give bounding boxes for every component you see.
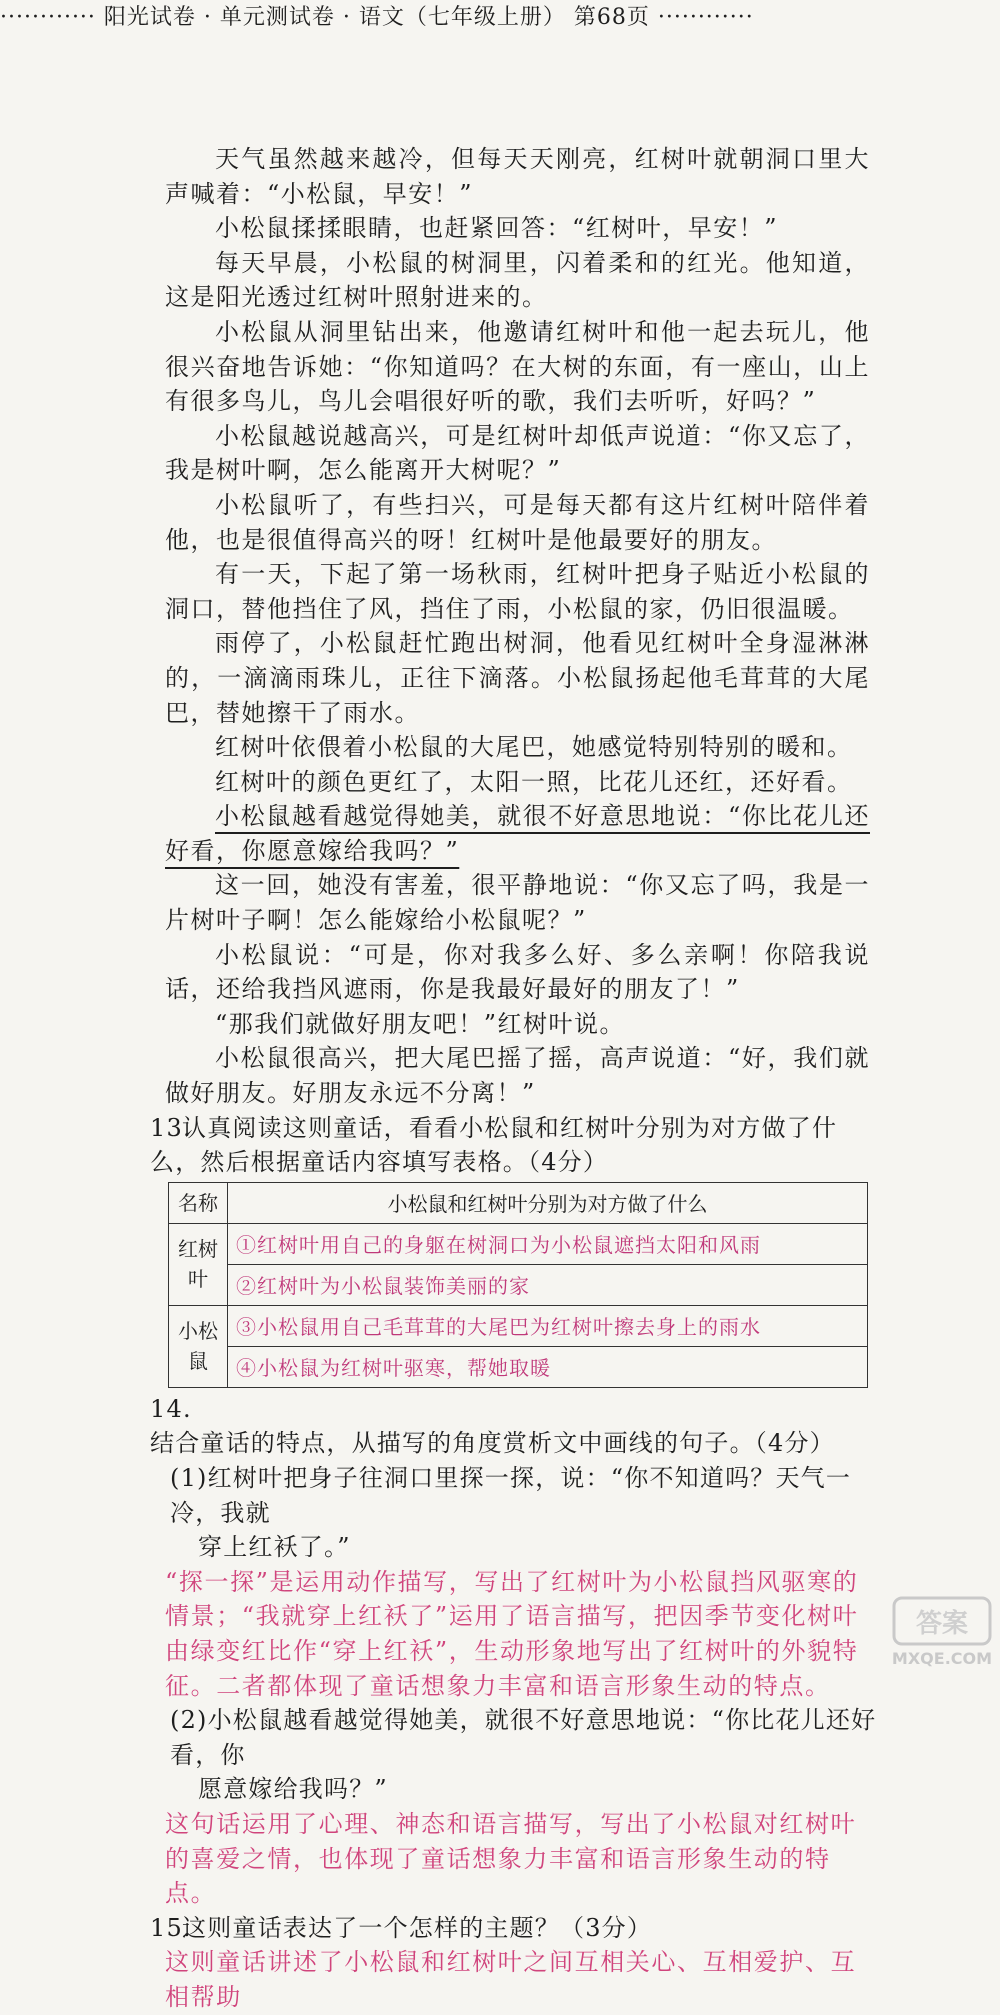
story-paragraph-1: 天气虽然越来越冷，但每天天刚亮，红树叶就朝洞口里大声喊着：“小松鼠，早安！” <box>165 145 870 208</box>
story-paragraph-2: 小松鼠揉揉眼睛，也赶紧回答：“红树叶，早安！” <box>215 214 779 243</box>
story-paragraph-7: 有一天，下起了第一场秋雨，红树叶把身子贴近小松鼠的洞口，替他挡住了风，挡住了雨，小松鼠的家，仍旧很温暖。 <box>165 560 870 623</box>
story-paragraph-10: 红树叶的颜色更红了，太阳一照，比花儿还红，还好看。 <box>215 767 853 796</box>
question-15-text: 这则童话表达了一个怎样的主题？（3分） <box>182 1913 653 1942</box>
answer-14-2: 这句话运用了心理、神态和语言描写，写出了小松鼠对红树叶的喜爱之情，也体现了童话想象力丰富和语言形象生动的特点。 <box>165 1809 857 1908</box>
sub-2-label: (2) <box>170 1706 208 1735</box>
question-14-sub-1 <box>170 1461 880 1565</box>
story-paragraph-15: 小松鼠很高兴，把大尾巴摇了摇，高声说道：“好，我们就做好朋友。好朋友永远不分离！” <box>165 1044 870 1108</box>
table-row <box>169 1264 868 1305</box>
sub-2-line-1: 小松鼠越看越觉得她美，就很不好意思地说：“你比花儿还好看，你 <box>170 1706 877 1769</box>
answer-table <box>168 1182 868 1388</box>
sub-1-line-2: 穿上红袄了。” <box>198 1533 351 1562</box>
question-14 <box>150 1392 860 1461</box>
question-14-sub-2 <box>170 1703 880 1807</box>
story-paragraph-8: 雨停了，小松鼠赶忙跑出树洞，他看见红树叶全身湿淋淋的，一滴滴雨珠儿，正往下滴落。小松鼠扬起他毛茸茸的大尾巴，替她擦干了雨水。 <box>165 629 870 727</box>
table-row <box>169 1305 868 1346</box>
story-paragraph-underlined: 小松鼠越看越觉得她美，就很不好意思地说：“你比花儿还好看，你愿意嫁给我吗？” <box>165 802 870 865</box>
story-paragraph-14: “那我们就做好朋友吧！”红树叶说。 <box>215 1009 626 1038</box>
story-paragraph-13: 小松鼠说：“可是，你对我多么好、多么亲啊！你陪我说话，还给我挡风遮雨，你是我最好最好的朋友了！” <box>165 940 870 1004</box>
table-row-name-squirrel: 小松鼠 <box>169 1305 228 1387</box>
table-header-row <box>169 1182 868 1223</box>
question-14-number: 14. <box>150 1394 192 1423</box>
question-13-text: 认真阅读这则童话，看看小松鼠和红树叶分别为对方做了什么，然后根据童话内容填写表格。（4分） <box>150 1113 838 1177</box>
story-paragraph-3: 每天早晨，小松鼠的树洞里，闪着柔和的红光。他知道，这是阳光透过红树叶照射进来的。 <box>165 248 870 312</box>
sub-1-label: (1) <box>170 1464 208 1492</box>
table-header-name: 名称 <box>169 1182 228 1223</box>
question-15 <box>150 1911 880 1946</box>
story-paragraph-5: 小松鼠越说越高兴，可是红树叶却低声说道：“你又忘了，我是树叶啊，怎么能离开大树呢？” <box>165 421 870 485</box>
table-cell-answer: ②红树叶为小松鼠装饰美丽的家 <box>228 1264 868 1305</box>
sub-2-line-2: 愿意嫁给我吗？” <box>198 1775 388 1804</box>
story-paragraph-12: 这一回，她没有害羞，很平静地说：“你又忘了吗，我是一片树叶子啊！怎么能嫁给小松鼠呢？” <box>165 871 870 935</box>
question-14-text: 结合童话的特点，从描写的角度赏析文中画线的句子。（4分） <box>150 1429 835 1458</box>
story-paragraph-6: 小松鼠听了，有些扫兴，可是每天都有这片红树叶陪伴着他，也是很值得高兴的呀！红树叶是他最要好的朋友。 <box>165 490 870 554</box>
footer-line: ············ 阳光试卷 · 单元测试卷 · 语文（七年级上册） 第68页 ············ <box>0 5 754 30</box>
question-13 <box>150 1111 860 1180</box>
story-paragraph-9: 红树叶依偎着小松鼠的大尾巴，她感觉特别特别的暖和。 <box>215 733 853 762</box>
table-row <box>169 1223 868 1264</box>
table-header-what: 小松鼠和红树叶分别为对方做了什么 <box>228 1182 868 1223</box>
watermark-logo <box>890 1590 994 1670</box>
content-flow <box>150 142 877 2015</box>
table-row <box>169 1346 868 1387</box>
question-13-number: 13. <box>150 1113 192 1142</box>
watermark-text: MXQE.COM <box>891 1649 993 1668</box>
table-cell-answer: ④小松鼠为红树叶驱寒，帮她取暖 <box>228 1346 868 1387</box>
answer-14-1: “探一探”是运用动作描写，写出了红树叶为小松鼠挡风驱寒的情景；“我就穿上红袄了”运用了语言描写，把因季节变化树叶由绿变红比作“穿上红袄”，生动形象地写出了红树叶的外貌特征。二者都体现了童话想象力丰富和语言形象生动的特点。 <box>165 1567 859 1700</box>
table-cell-answer: ①红树叶用自己的身躯在树洞口为小松鼠遮挡太阳和风雨 <box>228 1223 868 1264</box>
question-15-number: 15. <box>150 1913 192 1942</box>
sub-1-line-1: 红树叶把身子往洞口里探一探，说：“你不知道吗？天气一冷，我就 <box>170 1464 852 1527</box>
answer-15: 这则童话讲述了小松鼠和红树叶之间互相关心、互相爱护、互相帮助 <box>165 1948 857 2011</box>
table-row-name-leaf: 红树叶 <box>169 1223 228 1305</box>
story-paragraph-4: 小松鼠从洞里钻出来，他邀请红树叶和他一起去玩儿，他很兴奋地告诉她：“你知道吗？在大树的东面，有一座山，山上有很多鸟儿，鸟儿会唱很好听的歌，我们去听听，好吗？” <box>165 317 870 416</box>
table-cell-answer: ③小松鼠用自己毛茸茸的大尾巴为红树叶擦去身上的雨水 <box>228 1305 868 1346</box>
svg-text:答案: 答案 <box>915 1609 969 1639</box>
